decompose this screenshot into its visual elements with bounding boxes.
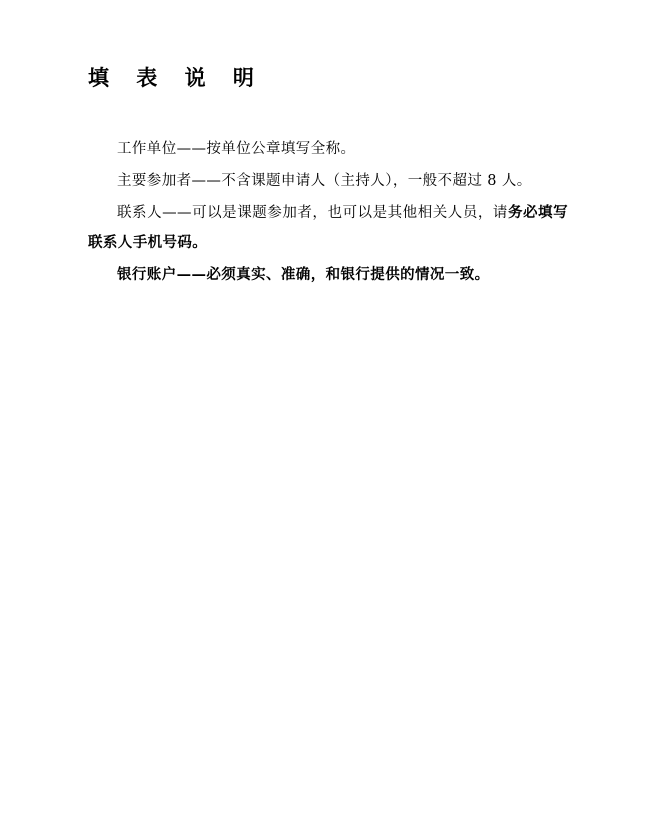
paragraph-contact-person bbox=[88, 198, 568, 258]
paragraph-contact-person-normal: 联系人——可以是课题参加者，也可以是其他相关人员，请 bbox=[117, 205, 508, 221]
paragraph-main-participants: 主要参加者——不含课题申请人（主持人），一般不超过 8 人。 bbox=[117, 173, 532, 189]
page-title: 填 表 说 明 bbox=[88, 65, 264, 90]
paragraph-bank-account: 银行账户——必须真实、准确，和银行提供的情况一致。 bbox=[117, 266, 490, 283]
instructions-body bbox=[88, 134, 568, 292]
paragraph-contact-person-emphasis: 务必填写联系人手机号码。 bbox=[88, 204, 568, 251]
paragraph-work-unit: 工作单位——按单位公章填写全称。 bbox=[117, 141, 356, 157]
